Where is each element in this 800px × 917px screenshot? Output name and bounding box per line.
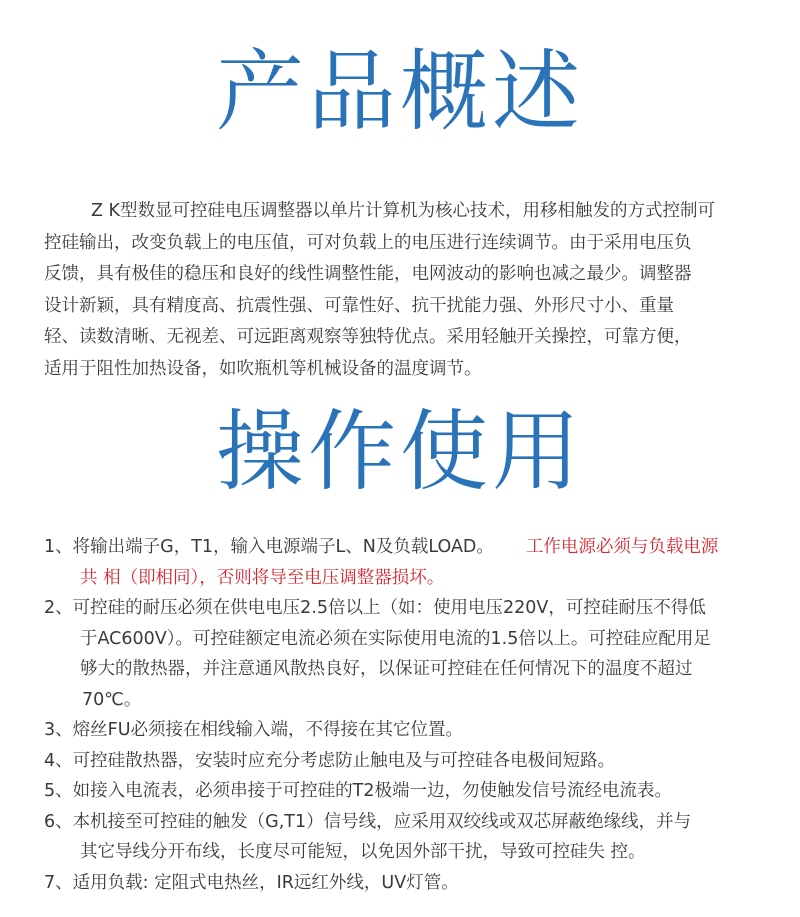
overview-line: 适用于阻性加热设备，如吹瓶机等机械设备的温度调节。 [44,358,482,379]
list-item-3: 3、熔丝FU必须接在相线输入端，不得接在其它位置。 [44,720,464,740]
operation-list [44,532,760,898]
list-item-2: 2、可控硅的耐压必须在供电电压2.5倍以上（如：使用电压220V，可控硅耐压不得低 [44,598,706,618]
overview-line: 反馈，具有极佳的稳压和良好的线性调整性能，电网波动的影响也减之最少。调整器 [44,264,692,284]
item-2-cont: 于AC600V）。可控硅额定电流必须在实际使用电流的1.5倍以上。可控硅应配用足 [80,628,711,649]
overview-line: 设计新颖，具有精度高、抗震性强、可靠性好、抗干扰能力强、外形尺寸小、重量 [44,295,674,316]
list-item-5: 5、如接入电流表，必须串接于可控硅的T2极端一边，勿使触发信号流经电流表。 [44,781,672,801]
overview-heading: 产品概述 [215,40,584,143]
overview-paragraph [44,196,760,385]
item-1-warning-cont: 共 相（即相同），否则将导至电压调整器损坏。 [80,567,445,588]
list-item-1 [44,532,760,563]
list-item-6: 6、本机接至可控硅的触发（G,T1）信号线，应采用双绞线或双芯屏蔽绝缘线，并与 [44,811,692,832]
list-item-7: 7、适用负载: 定阻式电热丝，IR远红外线，UV灯管。 [44,872,459,893]
item-2-cont: 够大的散热器，并注意通风散热良好，以保证可控硅在任何情况下的温度不超过 [80,659,693,679]
list-item-4: 4、可控硅散热器，安装时应充分考虑防止触电及与可控硅各电极间短路。 [44,750,616,771]
item-2-cont: 70℃。 [82,689,142,710]
overview-line: Z K型数显可控硅电压调整器以单片计算机为核心技术，用移相触发的方式控制可 [91,201,716,221]
operation-heading: 操作使用 [215,400,584,503]
overview-line: 控硅输出，改变负载上的电压值，可对负载上的电压进行连续调节。由于采用电压负 [44,232,692,253]
overview-line: 轻、读数清晰、无视差、可远距离观察等独特优点。采用轻触开关操控，可靠方便， [44,327,692,347]
item-1-warning: 工作电源必须与负载电源 [525,537,719,557]
item-1-text: 1、将输出端子G，T1，输入电源端子L、N及负载LOAD。 [44,537,494,557]
item-6-cont: 其它导线分开布线，长度尽可能短，以免因外部干扰，导致可控硅失 控。 [80,842,646,862]
